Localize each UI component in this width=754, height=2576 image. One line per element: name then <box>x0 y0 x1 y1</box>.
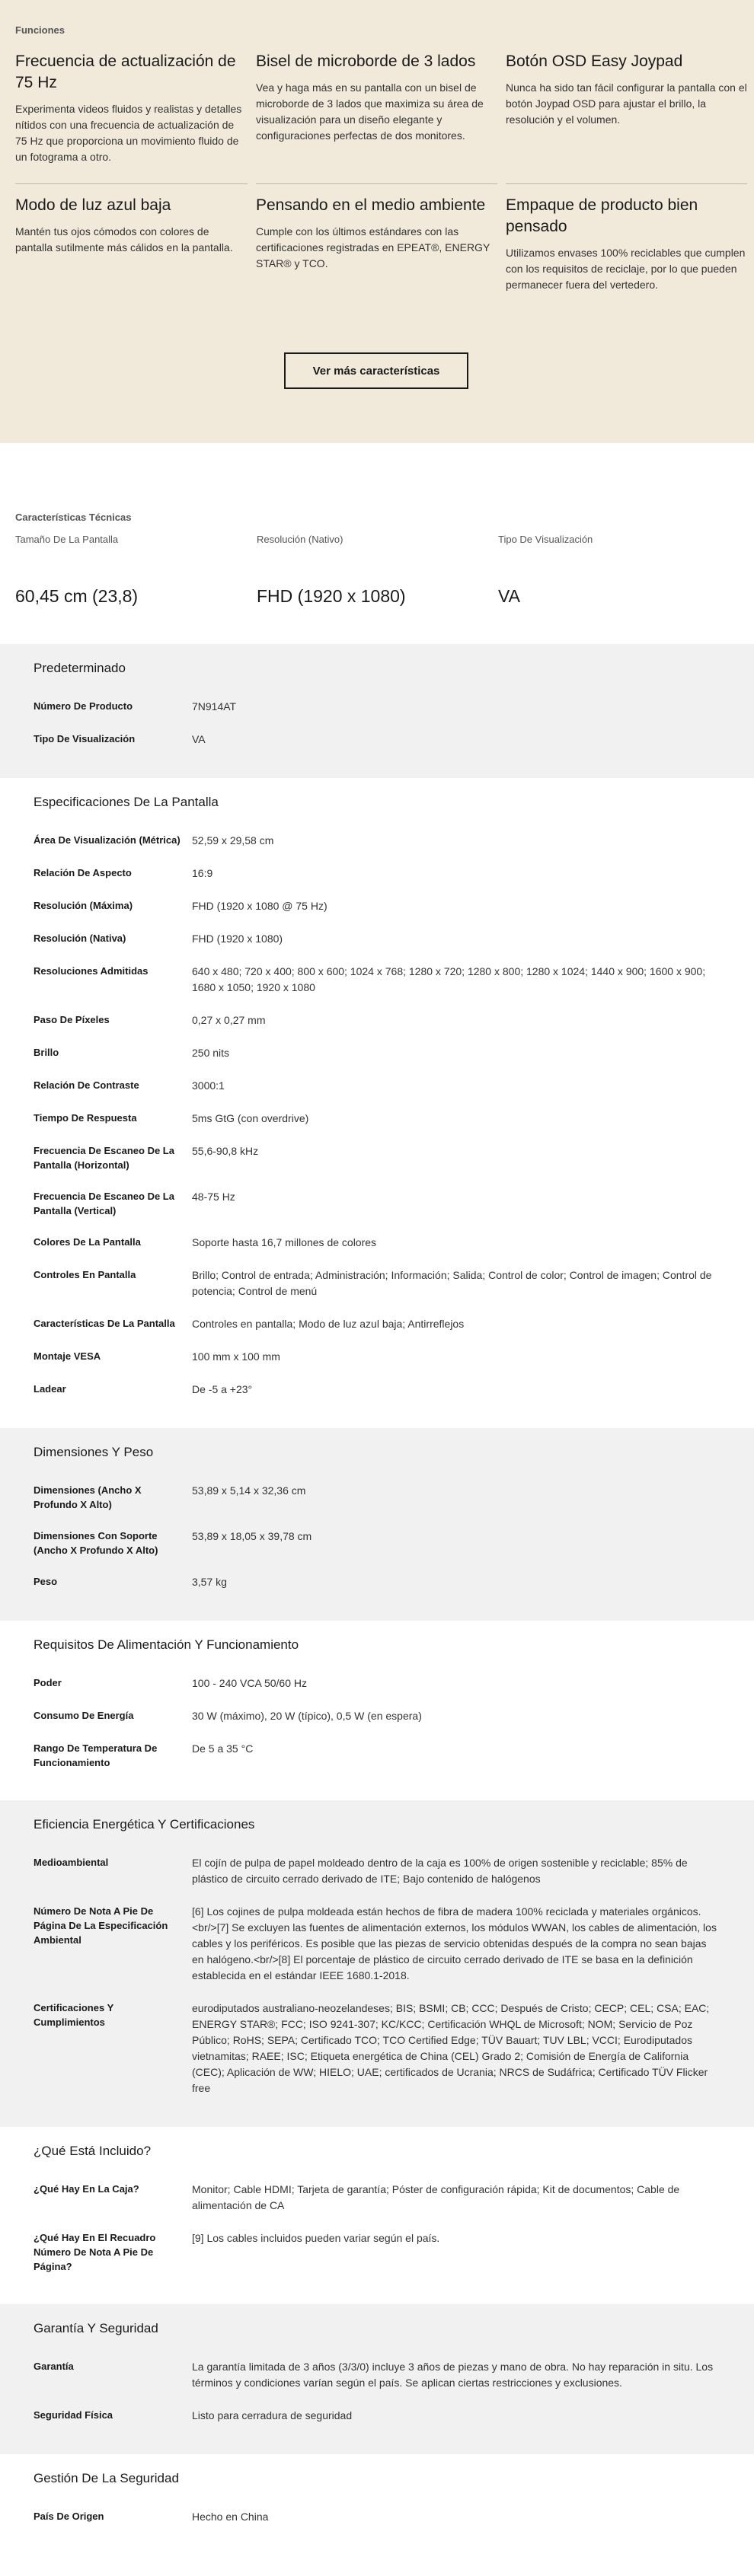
spec-key: Rango De Temperatura De Funcionamiento <box>34 1742 158 1768</box>
spec-row <box>34 2359 720 2391</box>
spec-value: VA <box>192 733 206 745</box>
spec-value: 100 - 240 VCA 50/60 Hz <box>192 1677 307 1689</box>
tech-spec-col <box>257 534 498 607</box>
spec-key: Consumo De Energía <box>34 1710 134 1721</box>
spec-section-title: ¿Qué Está Incluido? <box>34 2144 152 2158</box>
spec-row <box>34 1741 720 1770</box>
feature-title: Botón OSD Easy Joypad <box>506 53 683 70</box>
spec-section <box>0 778 754 1428</box>
spec-sections <box>0 644 754 2555</box>
spec-row <box>34 1382 720 1398</box>
spec-row <box>34 1574 720 1590</box>
spec-section <box>0 2454 754 2555</box>
feature-body: Experimenta videos fluidos y realistas y detalles nítidos con una frecuencia de actualización de 75 Hz que proporciona un movimiento fluido de un fotograma a otro. <box>15 103 242 163</box>
tech-specs-summary <box>0 443 754 644</box>
spec-row <box>34 1012 720 1028</box>
feature-body: Cumple con los últimos estándares con las certificaciones registradas en EPEAT®, ENERGY STAR® y TCO. <box>256 225 490 269</box>
spec-key: ¿Qué Hay En El Recuadro Número De Nota A Pie De Página? <box>34 2232 156 2272</box>
spec-key: Brillo <box>34 1047 59 1058</box>
features-eyebrow: Funciones <box>15 24 65 36</box>
spec-key: Ladear <box>34 1383 66 1395</box>
spec-value: 3000:1 <box>192 1079 225 1092</box>
spec-row <box>34 2408 720 2424</box>
spec-value: [6] Los cojines de pulpa moldeada están hechos de fibra de madera 100% reciclada y materiales orgánicos.<br/>[7] Se excluyen las fuentes de alimentación externos, los módulos WWAN, los cables de alimentación, los cables y los periféricos. Es posible que las piezas de servicio obtenidas después de la compra no sean bajas en halógeno.<br/>[8] El porcentaje de plástico de circuito cerrado derivado de ITE se basa en la definición establecida en el estándar IEEE 1680.1-2018. <box>192 1905 717 1981</box>
spec-section-title: Predeterminado <box>34 661 126 675</box>
spec-value: 48-75 Hz <box>192 1191 235 1203</box>
spec-row <box>34 1235 720 1251</box>
spec-row <box>34 1267 720 1299</box>
spec-row <box>34 833 720 849</box>
spec-row <box>34 2001 720 2096</box>
spec-key: ¿Qué Hay En La Caja? <box>34 2183 139 2195</box>
spec-value: Soporte hasta 16,7 millones de colores <box>192 1236 377 1248</box>
feature-body: Vea y haga más en su pantalla con un bisel de microborde de 3 lados que maximiza su área de visualización para un diseño elegante y configuraciones perfectas de dos monitores. <box>256 81 484 142</box>
spec-key: Resolución (Nativa) <box>34 933 126 944</box>
see-more-features-button[interactable]: Ver más características <box>284 352 468 389</box>
feature-title: Frecuencia de actualización de 75 Hz <box>15 53 236 91</box>
spec-row <box>34 2509 720 2525</box>
feature-card <box>15 183 248 310</box>
spec-key: Resolución (Máxima) <box>34 900 133 911</box>
spec-row <box>34 699 720 715</box>
spec-row <box>34 1675 720 1691</box>
spec-value: De 5 a 35 °C <box>192 1742 254 1755</box>
tech-spec-value: 60,45 cm (23,8) <box>15 586 139 606</box>
spec-section-title: Dimensiones Y Peso <box>34 1445 154 1459</box>
tech-spec-col <box>498 534 740 607</box>
spec-key: Peso <box>34 1576 58 1587</box>
spec-key: Poder <box>34 1677 62 1688</box>
spec-key: Relación De Contraste <box>34 1079 139 1091</box>
spec-section <box>0 1428 754 1621</box>
feature-card <box>256 183 497 310</box>
spec-value: 3,57 kg <box>192 1576 227 1588</box>
spec-section <box>0 2127 754 2304</box>
spec-value: FHD (1920 x 1080) <box>192 933 283 945</box>
spec-key: Frecuencia De Escaneo De La Pantalla (Vertical) <box>34 1191 174 1216</box>
spec-section <box>0 1621 754 1800</box>
spec-value: Brillo; Control de entrada; Administración; Información; Salida; Control de color; Control de imagen; Control de potencia; Control de menú <box>192 1269 712 1297</box>
spec-row <box>34 1316 720 1332</box>
spec-row <box>34 1189 720 1218</box>
feature-title: Bisel de microborde de 3 lados <box>256 53 476 70</box>
tech-specs-eyebrow: Características Técnicas <box>15 512 132 523</box>
spec-value: eurodiputados australiano-neozelandeses; BIS; BSMI; CB; CCC; Después de Cristo; CECP; CEL; CSA; EAC; ENERGY STAR®; FCC; ISO 9241-307; KC/KCC; Certificación WHQL de Microsoft; NOM; Servicio de Poz Público; RoHS; SEPA; Certificado TCO; TCO Certified Edge; TÜV Bauart; TUV LBL; VCCI; Eurodiputados vietnamitas; RAEE; ISC; Etiqueta energética de China (CEL) Grado 2; Comisión de Energía de California (CEC); Aplicación de WW; HIELO; UAE; certificados de Ucrania; NRCS de Sudáfrica; Certificado TÜV Flicker free <box>192 2002 710 2094</box>
spec-value: 250 nits <box>192 1047 230 1059</box>
spec-value: 55,6-90,8 kHz <box>192 1145 259 1157</box>
feature-title: Modo de luz azul baja <box>15 196 171 214</box>
tech-spec-value: VA <box>498 586 520 606</box>
spec-row <box>34 1904 720 1984</box>
spec-key: Tipo De Visualización <box>34 733 136 744</box>
spec-row <box>34 1349 720 1365</box>
spec-section-title: Garantía Y Seguridad <box>34 2321 158 2335</box>
spec-row <box>34 1143 720 1172</box>
spec-row <box>34 1045 720 1061</box>
spec-key: Área De Visualización (Métrica) <box>34 834 181 846</box>
spec-value: FHD (1920 x 1080 @ 75 Hz) <box>192 900 327 912</box>
spec-key: Número De Nota A Pie De Página De La Especificación Ambiental <box>34 1905 168 1946</box>
spec-key: País De Origen <box>34 2511 104 2522</box>
features-grid <box>15 51 747 310</box>
spec-key: Características De La Pantalla <box>34 1318 175 1329</box>
spec-row <box>34 2230 720 2274</box>
spec-row <box>34 1708 720 1724</box>
feature-body: Nunca ha sido tan fácil configurar la pantalla con el botón Joypad OSD para ajustar el brillo, la resolución y el volumen. <box>506 81 747 126</box>
spec-value: 100 mm x 100 mm <box>192 1350 280 1363</box>
spec-value: Monitor; Cable HDMI; Tarjeta de garantía; Póster de configuración rápida; Kit de documentos; Cable de alimentación de CA <box>192 2183 680 2211</box>
spec-key: Dimensiones Con Soporte (Ancho X Profundo X Alto) <box>34 1530 158 1556</box>
spec-row <box>34 1111 720 1127</box>
spec-value: 7N914AT <box>192 700 237 713</box>
spec-section-title: Especificaciones De La Pantalla <box>34 795 219 809</box>
spec-row <box>34 866 720 882</box>
feature-title: Pensando en el medio ambiente <box>256 196 486 214</box>
tech-spec-label: Tamaño De La Pantalla <box>15 534 119 545</box>
feature-card <box>506 51 747 182</box>
spec-value: 53,89 x 18,05 x 39,78 cm <box>192 1530 312 1542</box>
spec-key: Colores De La Pantalla <box>34 1236 141 1248</box>
spec-key: Frecuencia De Escaneo De La Pantalla (Horizontal) <box>34 1145 174 1171</box>
spec-value: 0,27 x 0,27 mm <box>192 1014 266 1026</box>
spec-value: 5ms GtG (con overdrive) <box>192 1112 309 1124</box>
spec-value: 53,89 x 5,14 x 32,36 cm <box>192 1484 306 1497</box>
spec-section-title: Gestión De La Seguridad <box>34 2471 179 2485</box>
tech-spec-label: Tipo De Visualización <box>498 534 593 545</box>
spec-key: Montaje VESA <box>34 1350 101 1362</box>
spec-key: Relación De Aspecto <box>34 867 132 878</box>
spec-key: Certificaciones Y Cumplimientos <box>34 2002 114 2028</box>
spec-row <box>34 1483 720 1512</box>
spec-value: Controles en pantalla; Modo de luz azul baja; Antirreflejos <box>192 1318 465 1330</box>
spec-row <box>34 931 720 947</box>
spec-key: Tiempo De Respuesta <box>34 1112 137 1124</box>
spec-key: Número De Producto <box>34 700 133 712</box>
spec-row <box>34 2182 720 2214</box>
tech-specs-grid <box>15 534 739 607</box>
spec-row <box>34 1078 720 1094</box>
spec-value: La garantía limitada de 3 años (3/3/0) incluye 3 años de piezas y mano de obra. No hay reparación in situ. Los términos y condiciones varían según el país. Se aplican ciertas restricciones y exclusiones. <box>192 2361 714 2389</box>
spec-key: Paso De Píxeles <box>34 1014 110 1025</box>
spec-value: De -5 a +23° <box>192 1383 253 1395</box>
tech-spec-col <box>15 534 257 607</box>
spec-value: [9] Los cables incluidos pueden variar según el país. <box>192 2232 440 2244</box>
spec-row <box>34 898 720 914</box>
spec-key: Garantía <box>34 2361 74 2372</box>
spec-section <box>0 2304 754 2454</box>
spec-value: 52,59 x 29,58 cm <box>192 834 274 846</box>
spec-key: Resoluciones Admitidas <box>34 965 149 977</box>
spec-key: Dimensiones (Ancho X Profundo X Alto) <box>34 1484 142 1510</box>
spec-row <box>34 732 720 748</box>
tech-spec-value: FHD (1920 x 1080) <box>257 586 406 606</box>
feature-card <box>256 51 497 182</box>
feature-title: Empaque de producto bien pensado <box>506 196 698 235</box>
spec-key: Medioambiental <box>34 1857 109 1868</box>
spec-row <box>34 964 720 996</box>
feature-body: Utilizamos envases 100% reciclables que cumplen con los requisitos de reciclaje, por lo que pueden permanecer fuera del vertedero. <box>506 247 746 291</box>
spec-section-title: Requisitos De Alimentación Y Funcionamiento <box>34 1637 299 1652</box>
spec-key: Controles En Pantalla <box>34 1269 136 1280</box>
feature-card <box>15 51 248 182</box>
spec-value: Hecho en China <box>192 2511 269 2523</box>
spec-key: Seguridad Física <box>34 2409 113 2421</box>
spec-section-title: Eficiencia Energética Y Certificaciones <box>34 1817 255 1832</box>
spec-value: Listo para cerradura de seguridad <box>192 2409 353 2421</box>
spec-value: El cojín de pulpa de papel moldeado dentro de la caja es 100% de origen sostenible y reciclable; 85% de plástico de circuito cerrado derivado de ITE; Bajo contenido de halógenos <box>192 1857 688 1885</box>
feature-card <box>506 183 747 310</box>
features-section <box>0 0 754 443</box>
spec-section <box>0 644 754 778</box>
spec-value: 16:9 <box>192 867 213 879</box>
tech-spec-label: Resolución (Nativo) <box>257 534 343 545</box>
spec-value: 30 W (máximo), 20 W (típico), 0,5 W (en espera) <box>192 1710 422 1722</box>
spec-section <box>0 1800 754 2127</box>
spec-value: 640 x 480; 720 x 400; 800 x 600; 1024 x 768; 1280 x 720; 1280 x 800; 1280 x 1024; 1440 x 900; 1600 x 900; 1680 x 1050; 1920 x 1080 <box>192 965 706 993</box>
spec-row <box>34 1855 720 1887</box>
feature-body: Mantén tus ojos cómodos con colores de pantalla sutilmente más cálidos en la pantalla. <box>15 225 233 253</box>
spec-row <box>34 1529 720 1557</box>
